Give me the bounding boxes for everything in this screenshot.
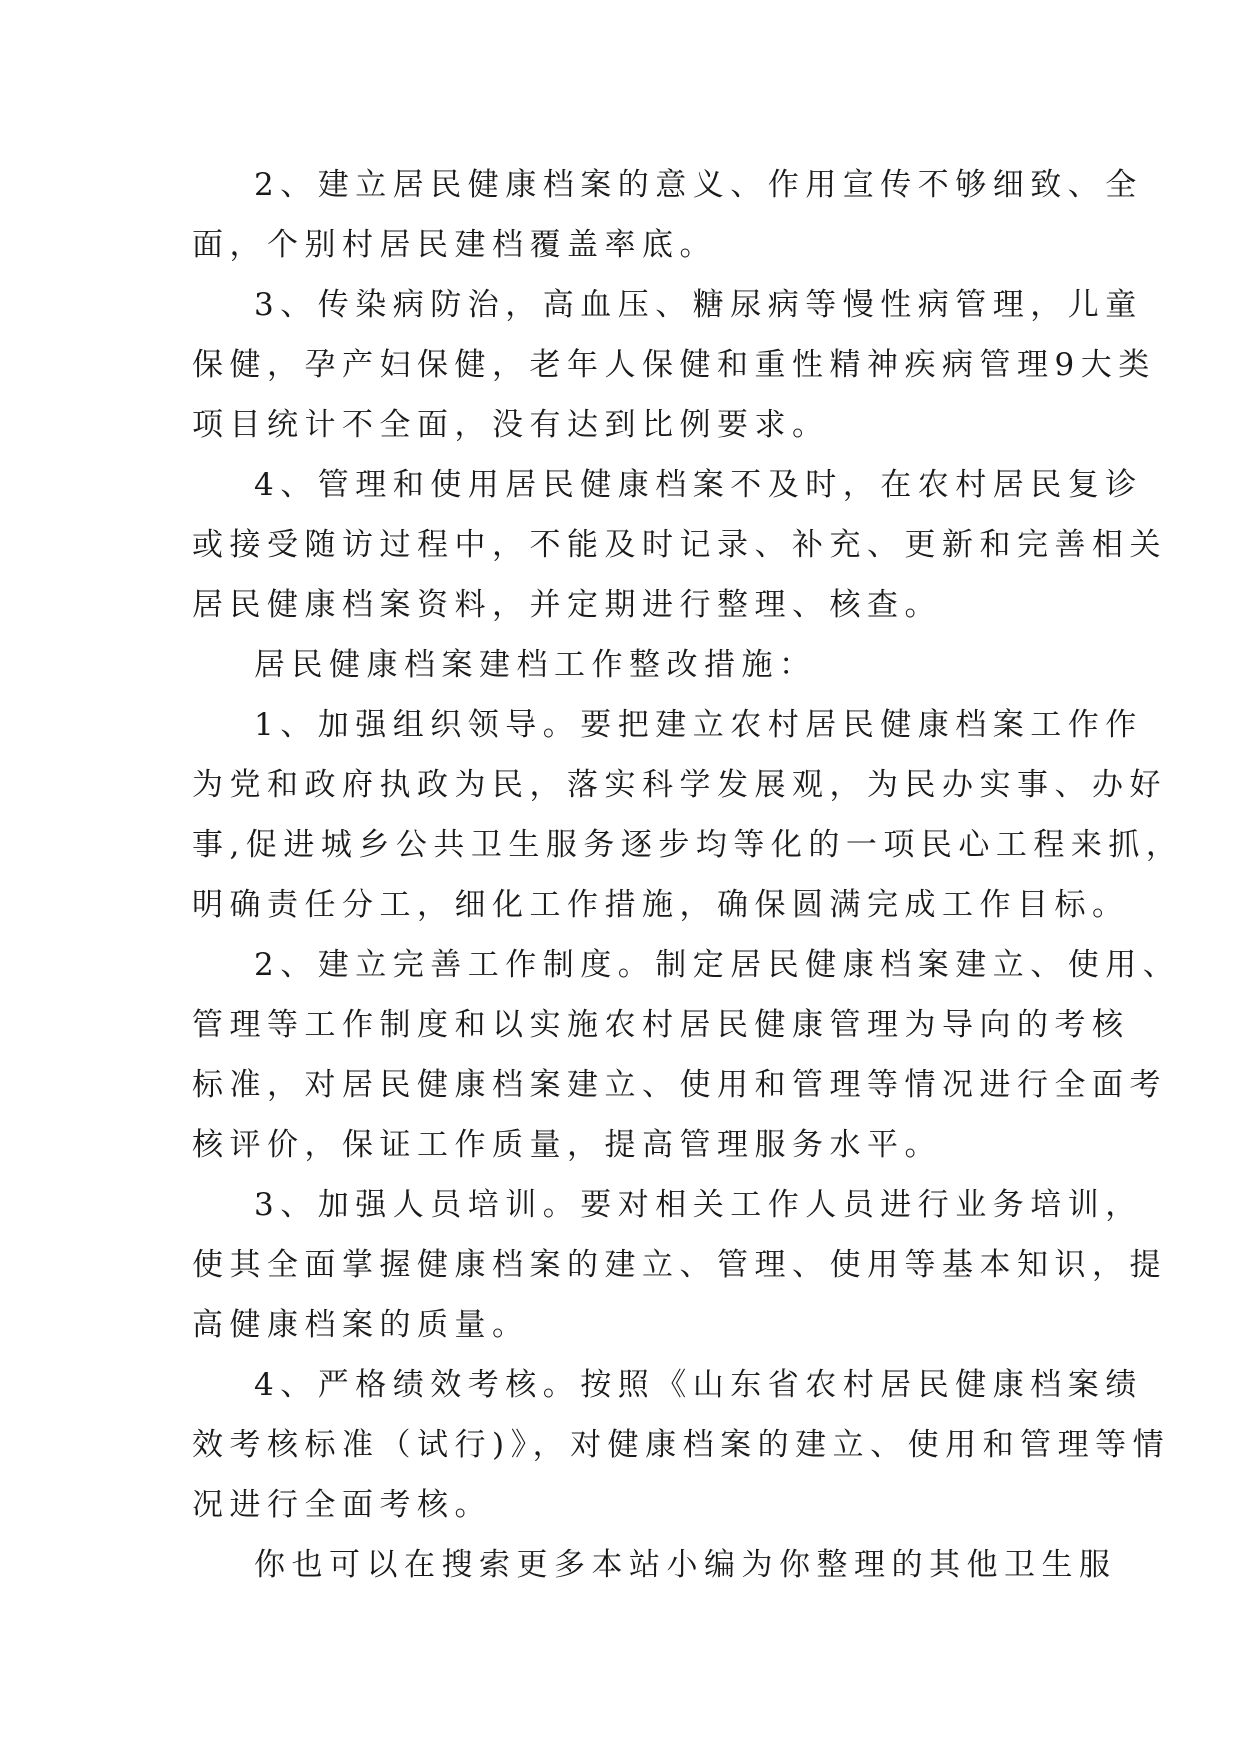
- paragraph-line: 标准，对居民健康档案建立、使用和管理等情况进行全面考: [192, 1067, 1167, 1103]
- paragraph-line: 2、建立居民健康档案的意义、作用宣传不够细致、全: [254, 167, 1143, 203]
- paragraph-line: 3、传染病防治，高血压、糖尿病等慢性病管理，儿童: [254, 287, 1143, 323]
- document-body: [192, 155, 1184, 1595]
- paragraph-line: 使其全面掌握健康档案的建立、管理、使用等基本知识，提: [192, 1247, 1167, 1283]
- paragraph-line: 保健，孕产妇保健，老年人保健和重性精神疾病管理9大类: [192, 347, 1156, 383]
- paragraph-line: 居民健康档案资料，并定期进行整理、核查。: [192, 587, 942, 623]
- section-heading: 居民健康档案建档工作整改措施：: [254, 647, 817, 683]
- paragraph-line: 管理等工作制度和以实施农村居民健康管理为导向的考核: [192, 1007, 1130, 1043]
- paragraph-line: 况进行全面考核。: [192, 1487, 492, 1523]
- paragraph-line: 高健康档案的质量。: [192, 1307, 530, 1343]
- paragraph-line: 2、建立完善工作制度。制定居民健康档案建立、使用、: [254, 947, 1181, 983]
- paragraph-line: 明确责任分工，细化工作措施，确保圆满完成工作目标。: [192, 887, 1130, 923]
- paragraph-line: 或接受随访过程中，不能及时记录、补充、更新和完善相关: [192, 527, 1167, 563]
- paragraph-line: 核评价，保证工作质量，提高管理服务水平。: [192, 1127, 942, 1163]
- paragraph-line: 4、管理和使用居民健康档案不及时，在农村居民复诊: [254, 467, 1143, 503]
- paragraph-line: 为党和政府执政为民，落实科学发展观，为民办实事、办好: [192, 767, 1167, 803]
- paragraph-line: 项目统计不全面，没有达到比例要求。: [192, 407, 830, 443]
- paragraph-line: 面，个别村居民建档覆盖率底。: [192, 227, 717, 263]
- paragraph-line: 事,促进城乡公共卫生服务逐步均等化的一项民心工程来抓，: [192, 827, 1184, 863]
- paragraph-line: 你也可以在搜索更多本站小编为你整理的其他卫生服: [254, 1547, 1117, 1583]
- paragraph-line: 3、加强人员培训。要对相关工作人员进行业务培训，: [254, 1187, 1143, 1223]
- paragraph-line: 效考核标准（试行)》，对健康档案的建立、使用和管理等情: [192, 1427, 1171, 1463]
- paragraph-line: 4、严格绩效考核。按照《山东省农村居民健康档案绩: [254, 1367, 1143, 1403]
- paragraph-line: 1、加强组织领导。要把建立农村居民健康档案工作作: [254, 707, 1143, 743]
